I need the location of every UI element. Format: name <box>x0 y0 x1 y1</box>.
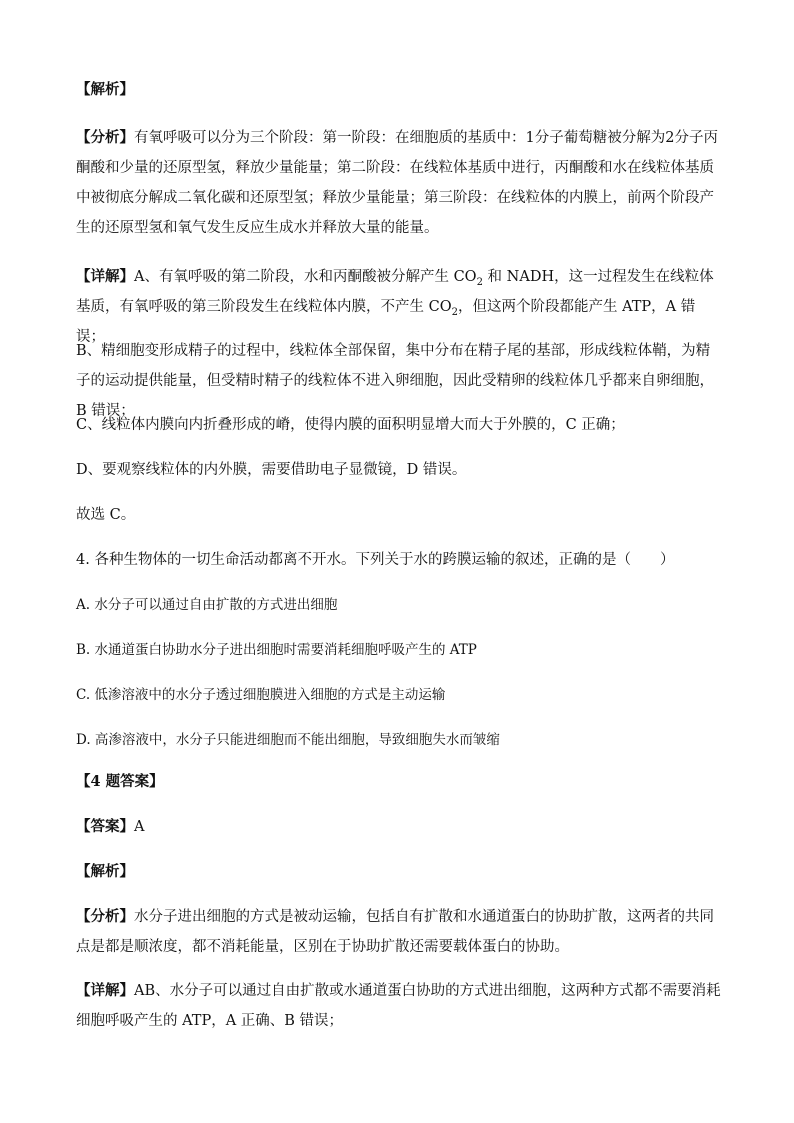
detail-paragraph-c: C、线粒体内膜向内折叠形成的嵴，使得内膜的面积明显增大而大于外膜的，C 正确； <box>76 417 625 433</box>
detail-tag: 【详解】 <box>76 268 134 285</box>
option-d: D. 高渗溶液中，水分子只能进细胞而不能出细胞，导致细胞失水而皱缩 <box>76 732 500 748</box>
subscript-2: 2 <box>476 276 483 288</box>
option-a: A. 水分子可以通过自由扩散的方式进出细胞 <box>76 597 338 613</box>
detail-a-part1: A、有氧呼吸的第二阶段，水和丙酮酸被分解产生 CO <box>134 269 477 285</box>
analysis-text-q4: 水分子进出细胞的方式是被动运输，包括自有扩散和水通道蛋白的协助扩散，这两者的共同点是都是顺浓度，都不消耗能量，区别在于协助扩散还需要载体蛋白的协助。 <box>76 909 714 955</box>
detail-paragraph-b: B、精细胞变形成精子的过程中，线粒体全部保留，集中分布在精子尾的基部，形成线粒体鞘，为精子的运动提供能量，但受精时精子的线粒体不进入卵细胞，因此受精卵的线粒体几乎都来自卵细胞，B 错误； <box>76 343 714 419</box>
option-c: C. 低渗溶液中的水分子透过细胞膜进入细胞的方式是主动运输 <box>76 687 446 703</box>
subscript-2: 2 <box>451 306 458 318</box>
option-b: B. 水通道蛋白协助水分子进出细胞时需要消耗细胞呼吸产生的 ATP <box>76 642 477 658</box>
answer-line <box>76 812 722 842</box>
detail-ab-text: AB、水分子可以通过自由扩散或水通道蛋白协助的方式进出细胞，这两种方式都不需要消耗细胞呼吸产生的 ATP，A 正确、B 错误； <box>76 983 721 1029</box>
answer-tag: 【答案】 <box>76 818 134 835</box>
detail-a-part3: ，但这两个阶段都能产生 ATP，A 错误； <box>76 299 696 345</box>
analysis-tag: 【分析】 <box>76 129 134 146</box>
analysis-paragraph <box>76 123 722 243</box>
detail-tag-q4: 【详解】 <box>76 982 134 999</box>
analysis-text: 有氧呼吸可以分为三个阶段：第一阶段：在细胞质的基质中：1分子葡萄糖被分解为2分子丙酮酸和少量的还原型氢，释放少量能量；第二阶段：在线粒体基质中进行，丙酮酸和水在线粒体基质中被彻底分解成二氧化碳和还原型氢；释放少量能量；第三阶段：在线粒体的内膜上，前两个阶段产生的还原型氢和氧气发生反应生成水并释放大量的能量。 <box>76 130 718 236</box>
analysis-tag-q4: 【分析】 <box>76 908 134 925</box>
question-4-stem: 4. 各种生物体的一切生命活动都离不开水。下列关于水的跨膜运输的叙述，正确的是（ ） <box>76 552 675 568</box>
analysis-heading: 【解析】 <box>76 81 134 98</box>
answer-value: A <box>134 819 145 835</box>
detail-a-part2: 和 NADH，这一过程发生在线粒体基质，有氧呼吸的第三阶段发生在线粒体内膜，不产生 CO <box>76 269 714 315</box>
analysis-paragraph-q4 <box>76 902 722 962</box>
detail-paragraph-q4 <box>76 976 722 1036</box>
analysis-heading-q4: 【解析】 <box>76 863 134 880</box>
conclusion-line: 故选 C。 <box>76 507 136 523</box>
answer-header: 【4 题答案】 <box>76 773 164 790</box>
detail-paragraph-d: D、要观察线粒体的内外膜，需要借助电子显微镜，D 错误。 <box>76 462 467 478</box>
